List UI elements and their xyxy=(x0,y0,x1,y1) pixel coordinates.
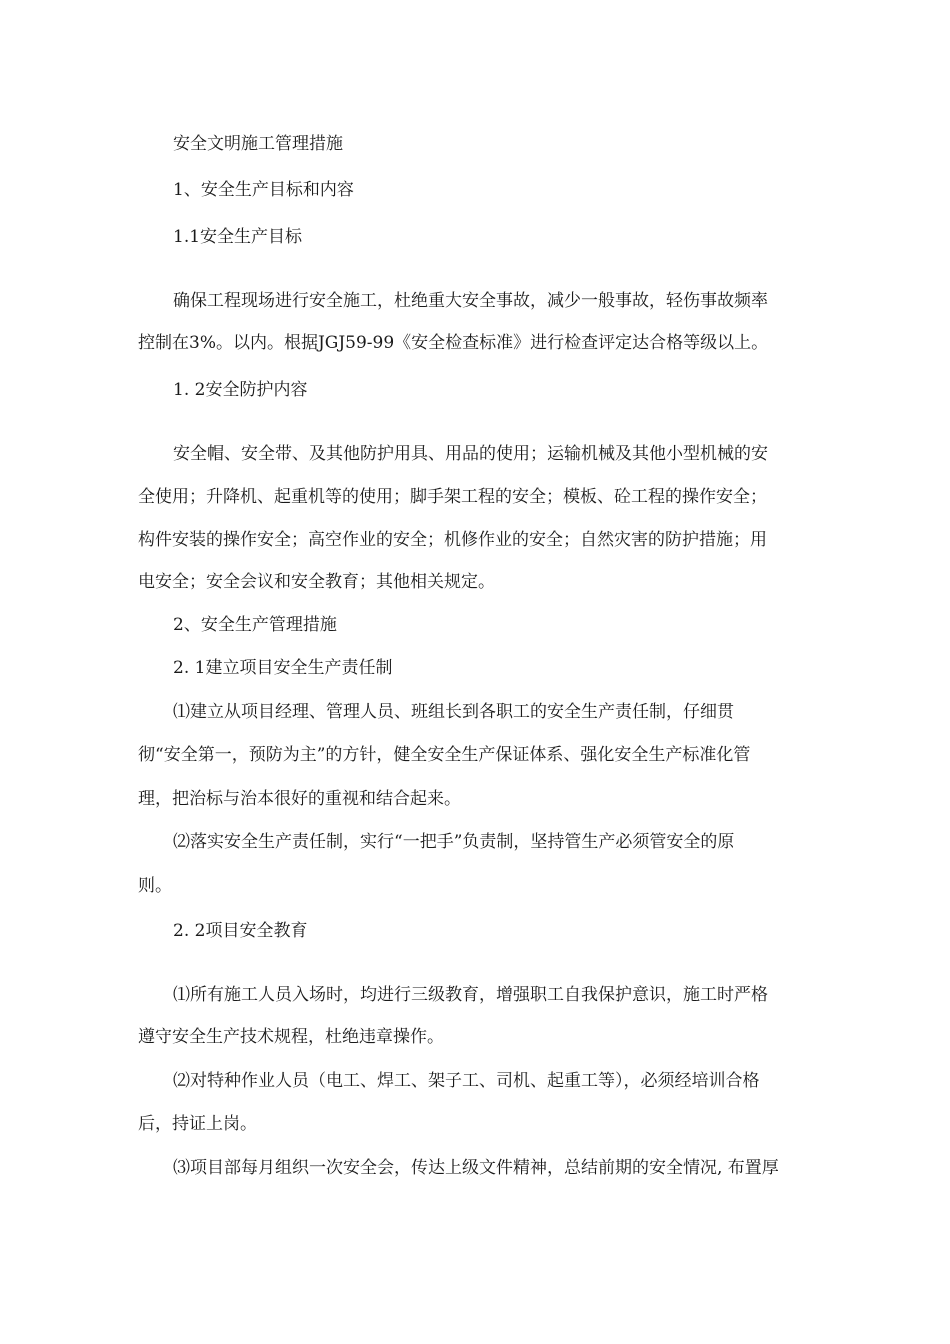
paragraph-line: ⑴建立从项目经理、管理人员、班组长到各职工的安全生产责任制，仔细贯 xyxy=(173,702,734,722)
paragraph-line: 确保工程现场进行安全施工，杜绝重大安全事故，减少一般事故，轻伤事故频率 xyxy=(173,291,768,311)
paragraph-line: 安全帽、安全带、及其他防护用具、用品的使用；运输机械及其他小型机械的安 xyxy=(173,444,768,464)
section-1-heading: 1、安全生产目标和内容 xyxy=(173,180,354,200)
paragraph-line: ⑴所有施工人员入场时，均进行三级教育，增强职工自我保护意识，施工时严格 xyxy=(173,985,768,1005)
paragraph-line: 遵守安全生产技术规程，杜绝违章操作。 xyxy=(138,1027,444,1047)
section-2-heading: 2、安全生产管理措施 xyxy=(173,615,337,635)
paragraph-line: 构件安装的操作安全；高空作业的安全；机修作业的安全；自然灾害的防护措施；用 xyxy=(138,530,767,550)
paragraph-line: 电安全；安全会议和安全教育；其他相关规定。 xyxy=(138,572,495,592)
paragraph-line: 理，把治标与治本很好的重视和结合起来。 xyxy=(138,789,461,809)
paragraph-line: 控制在3%。以内。根据JGJ59-99《安全检查标准》进行检查评定达合格等级以上。 xyxy=(138,333,769,353)
document-title: 安全文明施工管理措施 xyxy=(173,134,343,154)
paragraph-line: 后，持证上岗。 xyxy=(138,1114,257,1134)
paragraph-line: ⑵对特种作业人员（电工、焊工、架子工、司机、起重工等），必须经培训合格 xyxy=(173,1071,760,1091)
section-2-2-heading: 2. 2项目安全教育 xyxy=(173,921,308,941)
paragraph-line: ⑶项目部每月组织一次安全会，传达上级文件精神，总结前期的安全情况, 布置厚 xyxy=(173,1158,779,1178)
section-1-1-heading: 1.1安全生产目标 xyxy=(173,227,303,247)
section-2-1-heading: 2. 1建立项目安全生产责任制 xyxy=(173,658,393,678)
paragraph-line: 全使用；升降机、起重机等的使用；脚手架工程的安全；模板、砼工程的操作安全； xyxy=(138,487,767,507)
paragraph-line: ⑵落实安全生产责任制，实行“一把手”负责制，坚持管生产必须管安全的原 xyxy=(173,832,735,852)
section-1-2-heading: 1. 2安全防护内容 xyxy=(173,380,308,400)
paragraph-line: 则。 xyxy=(138,876,172,896)
paragraph-line: 彻“安全第一，预防为主”的方针，健全安全生产保证体系、强化安全生产标准化管 xyxy=(138,745,751,765)
